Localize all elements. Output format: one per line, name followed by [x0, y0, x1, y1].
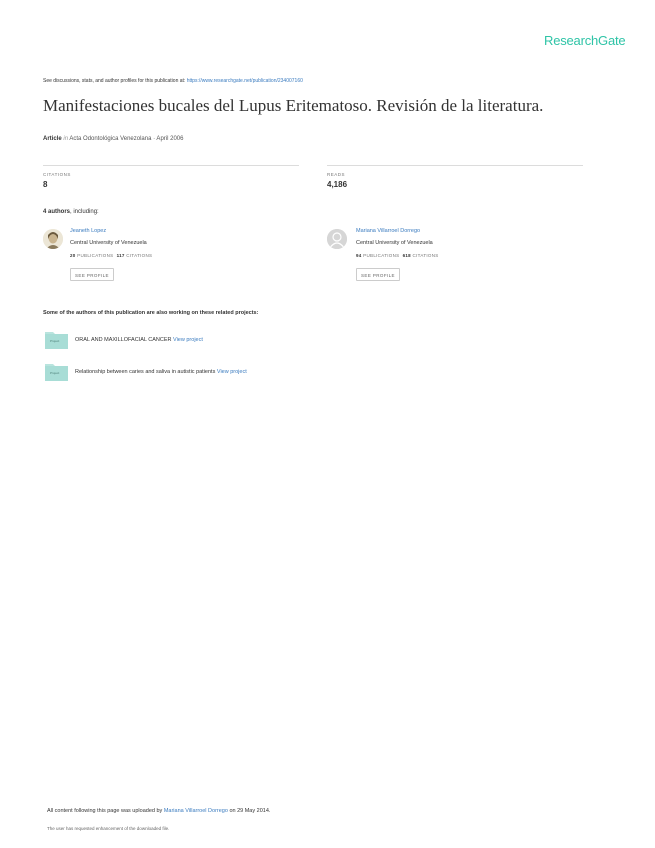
authors-count: 4 authors [43, 209, 71, 215]
publication-url-link[interactable]: https://www.researchgate.net/publication/234007160 [186, 78, 303, 84]
in-word: in [63, 136, 69, 142]
article-title: Manifestaciones bucales del Lupus Eritematoso. Revisión de la literatura. [43, 96, 544, 115]
uploader-link[interactable]: Mariana Villarroel Dorrego [163, 808, 228, 814]
author-publications-count-1: 20 [70, 253, 76, 258]
author-name-1[interactable]: Jeaneth Lopez [70, 228, 107, 234]
citations-value: 8 [43, 180, 48, 189]
uploaded-date: on 29 May 2014. [229, 808, 271, 814]
default-user-icon [327, 229, 347, 249]
author-name-2[interactable]: Mariana Villarroel Dorrego [356, 228, 421, 234]
author-citations-count-1: 117 [116, 253, 125, 258]
article-meta [43, 136, 183, 142]
reads-label: READS [327, 172, 346, 177]
project-folder-icon-2 [45, 363, 68, 381]
view-project-link-2[interactable]: View project [216, 369, 247, 375]
author-stats-1 [70, 253, 152, 258]
author-institution-1: Central University of Venezuela [70, 240, 147, 246]
project-name-1: ORAL AND MAXILLOFACIAL CANCER [75, 337, 172, 343]
author-publications-label-1: PUBLICATIONS [77, 253, 114, 258]
see-profile-button-2[interactable]: SEE PROFILE [356, 268, 400, 281]
related-projects-heading: Some of the authors of this publication are also working on these related projects: [43, 310, 259, 316]
project-item-2 [75, 369, 247, 375]
project-name-2: Relationship between caries and saliva in autistic patients [75, 369, 216, 375]
researchgate-logo[interactable]: ResearchGate [544, 33, 626, 48]
article-type: Article [43, 136, 62, 142]
avatar-photo-icon [43, 229, 63, 249]
uploaded-by-line [47, 808, 270, 814]
author-citations-label-2: CITATIONS [412, 253, 439, 258]
author-citations-count-2: 618 [402, 253, 411, 258]
author-avatar-1[interactable] [43, 229, 63, 249]
enhancement-note: The user has requested enhancement of the downloaded file. [47, 826, 170, 831]
see-profile-button-1[interactable]: SEE PROFILE [70, 268, 114, 281]
authors-including: , including: [70, 209, 99, 215]
citations-label: CITATIONS [43, 172, 71, 177]
see-discussions-line [43, 78, 303, 84]
see-discussions-text: See discussions, stats, and author profiles for this publication at: [43, 78, 186, 84]
journal-name[interactable]: Acta Odontológica Venezolana · April 2006 [69, 136, 184, 142]
author-institution-2: Central University of Venezuela [356, 240, 433, 246]
author-avatar-2[interactable] [327, 229, 347, 249]
project-item-1 [75, 337, 203, 343]
project-folder-icon-1 [45, 331, 68, 349]
author-citations-label-1: CITATIONS [126, 253, 153, 258]
view-project-link-1[interactable]: View project [173, 337, 203, 343]
author-publications-label-2: PUBLICATIONS [363, 253, 400, 258]
author-stats-2 [356, 253, 439, 258]
uploaded-prefix: All content following this page was uploaded by [47, 808, 163, 814]
authors-heading [43, 209, 99, 215]
reads-value: 4,186 [327, 180, 348, 189]
citations-divider [43, 165, 299, 166]
project-icon-label-1: Project [50, 339, 60, 343]
project-icon-label-2: Project [50, 371, 60, 375]
reads-divider [327, 165, 583, 166]
author-publications-count-2: 94 [356, 253, 362, 258]
